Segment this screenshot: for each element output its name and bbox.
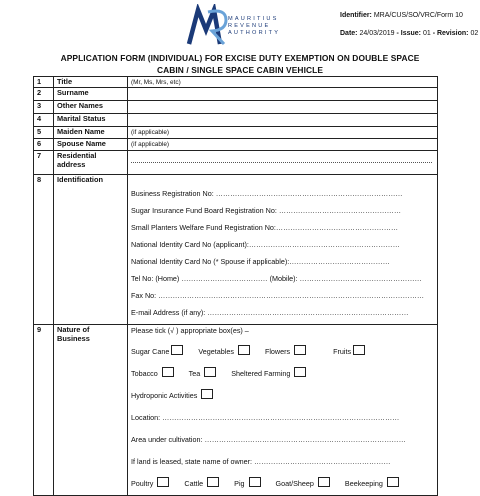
application-form-table [33, 76, 438, 496]
tick-instruction: Please tick (√ ) appropriate box(es) – [131, 326, 249, 335]
form-row-nature-of-business [34, 325, 438, 496]
land-owner-field[interactable]: If land is leased, state name of owner: ………………………………………………… [131, 457, 391, 466]
row-label: Identification [54, 175, 128, 325]
row-number: 4 [34, 114, 54, 127]
hydroponic-checkbox[interactable] [201, 389, 213, 399]
identifier [340, 12, 463, 19]
option-vegetables [198, 347, 250, 356]
option-pig [234, 479, 260, 488]
identification-section [128, 175, 438, 325]
option-label: Vegetables [198, 347, 234, 356]
sheltered-farming-checkbox[interactable] [294, 367, 306, 377]
option-label: Beekeeping [344, 479, 383, 488]
identifier-value: MRA/CUS/SO/VRC/Form 10 [373, 12, 463, 19]
marital-status-field[interactable] [128, 114, 438, 127]
business-options-row-2 [131, 363, 434, 385]
form-row-surname [34, 88, 438, 101]
row-number: 6 [34, 139, 54, 151]
option-poultry [131, 479, 169, 488]
row-label: Nature of Business [54, 325, 128, 496]
option-label: Sheltered Farming [231, 369, 291, 378]
logo-word-3: AUTHORITY [228, 30, 281, 36]
form-title [22, 52, 458, 76]
other-names-field[interactable] [128, 101, 438, 114]
date-value: 24/03/2019 [359, 30, 395, 37]
logo-word-1: MAURITIUS [228, 16, 279, 22]
title-field[interactable] [128, 77, 438, 88]
row-number: 3 [34, 101, 54, 114]
option-label: Cattle [184, 479, 204, 488]
form-title-line-2: CABIN / SINGLE SPACE CABIN VEHICLE [156, 65, 324, 75]
option-hydroponic [131, 391, 213, 400]
row-label: Marital Status [54, 114, 128, 127]
option-tobacco [131, 369, 174, 378]
option-goat-sheep [276, 479, 330, 488]
row-number: 9 [34, 325, 54, 496]
form-row-marital-status [34, 114, 438, 127]
form-row-identification [34, 175, 438, 325]
row-number: 2 [34, 88, 54, 101]
option-sheltered-farming [231, 369, 306, 378]
business-registration-field[interactable]: Business Registration No: …………………………………………………………………… [131, 189, 403, 198]
residential-address-field[interactable] [128, 151, 438, 175]
option-label: Tea [188, 369, 201, 378]
spouse-name-field[interactable] [128, 139, 438, 151]
option-label: Tobacco [131, 369, 158, 378]
issue-label: Issue: [400, 30, 421, 37]
poultry-checkbox[interactable] [157, 477, 169, 487]
tea-checkbox[interactable] [204, 367, 216, 377]
option-label: Flowers [264, 347, 291, 356]
row-number: 5 [34, 127, 54, 139]
revision-value: 02 [470, 30, 479, 37]
option-cattle [184, 479, 219, 488]
document-meta: Date: 24/03/2019 - Issue: 01 - Revision: 02 [340, 30, 479, 37]
row-label: Title [54, 77, 128, 88]
spwf-registration-field[interactable]: Small Planters Welfare Fund Registration No:…………………………………………… [131, 223, 399, 232]
vegetables-checkbox[interactable] [238, 345, 250, 355]
row-label: Other Names [54, 101, 128, 114]
option-fruits [333, 347, 365, 356]
form-row-maiden-name [34, 127, 438, 139]
goat-sheep-checkbox[interactable] [318, 477, 330, 487]
option-label: Pig [234, 479, 245, 488]
mra-logo [186, 4, 346, 46]
form-title-line-1: APPLICATION FORM (INDIVIDUAL) FOR EXCISE DUTY EXEMPTION ON DOUBLE SPACE [60, 53, 420, 63]
business-options-row-4 [131, 473, 434, 495]
telephone-field[interactable]: Tel No: (Home) ……………………………… (Mobile): …………………………………………… [131, 274, 422, 283]
dotted-line [131, 161, 432, 163]
flowers-checkbox[interactable] [294, 345, 306, 355]
nature-of-business-section [128, 325, 438, 496]
issue-value: 01 [422, 30, 431, 37]
cattle-checkbox[interactable] [207, 477, 219, 487]
option-label: Sugar Cane [131, 347, 170, 356]
revision-label: Revision: [436, 30, 469, 37]
identifier-label: Identifier: [340, 12, 372, 19]
beekeeping-checkbox[interactable] [387, 477, 399, 487]
logo-wordmark [228, 16, 280, 37]
tobacco-checkbox[interactable] [162, 367, 174, 377]
email-field[interactable]: E-mail Address (if any): ………………………………………………………………………… [131, 308, 409, 317]
nic-applicant-field[interactable]: National Identity Card No (applicant):……………………………………………………… [131, 240, 400, 249]
logo-word-2: REVENUE [228, 23, 271, 29]
form-row-other-names [34, 101, 438, 114]
row-label: Surname [54, 88, 128, 101]
nic-spouse-field[interactable]: National Identity Card No (* Spouse if applicable):…………………………………… [131, 257, 390, 266]
option-label: Goat/Sheep [275, 479, 314, 488]
form-row-residential-address [34, 151, 438, 175]
option-label: Hydroponic Activities [131, 391, 198, 400]
row-number: 1 [34, 77, 54, 88]
row-label: Residential address [54, 151, 128, 175]
surname-field[interactable] [128, 88, 438, 101]
sugar-cane-checkbox[interactable] [171, 345, 183, 355]
business-options-row-3 [131, 385, 434, 407]
option-tea [189, 369, 217, 378]
option-label: Poultry [131, 479, 154, 488]
sifb-registration-field[interactable]: Sugar Insurance Fund Board Registration No: …………………………………………… [131, 206, 402, 215]
row-label: Maiden Name [54, 127, 128, 139]
option-label: Fruits [333, 347, 352, 356]
location-field[interactable]: Location: ……………………………………………………………………………………… [131, 413, 400, 422]
date-label: Date: [340, 30, 358, 37]
business-options-row-1 [131, 341, 434, 363]
fax-field[interactable]: Fax No: ………………………………………………………………………………………………… [131, 291, 425, 300]
maiden-name-hint: (if applicable) [131, 129, 170, 136]
option-flowers [265, 347, 306, 356]
spouse-name-hint: (if applicable) [131, 141, 170, 148]
area-under-cultivation-field[interactable]: Area under cultivation: ………………………………………………………………………… [131, 435, 406, 444]
mra-logo-mark [186, 4, 230, 46]
maiden-name-field[interactable] [128, 127, 438, 139]
row-number: 7 [34, 151, 54, 175]
title-hint: (Mr, Ms, Mrs, etc) [131, 79, 181, 86]
row-label: Spouse Name [54, 139, 128, 151]
row-number: 8 [34, 175, 54, 325]
option-beekeeping [345, 479, 399, 488]
pig-checkbox[interactable] [249, 477, 261, 487]
form-row-spouse-name [34, 139, 438, 151]
option-sugar-cane [131, 347, 183, 356]
fruits-checkbox[interactable] [353, 345, 365, 355]
form-row-title [34, 77, 438, 88]
